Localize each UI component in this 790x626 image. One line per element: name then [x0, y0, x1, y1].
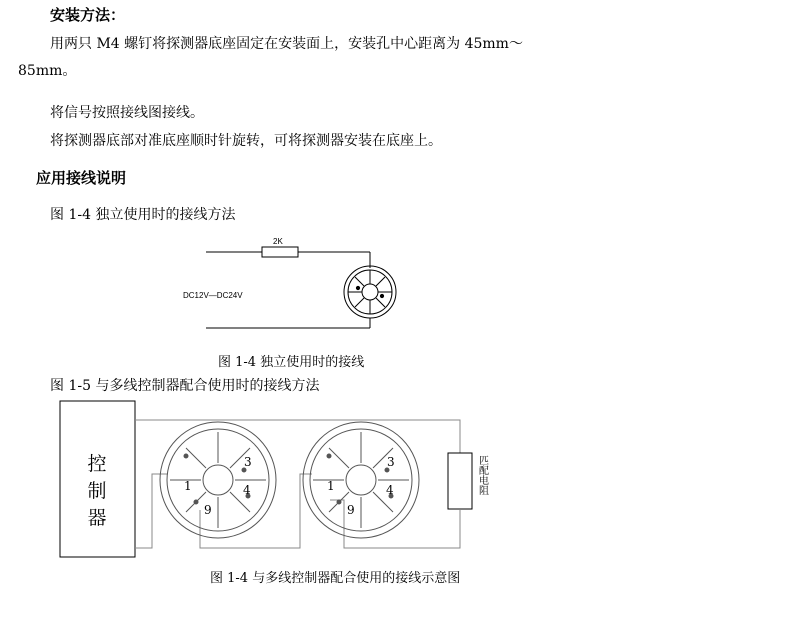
wiring-heading: 应用接线说明 — [36, 169, 127, 187]
fig1-caption: 图 1-4 独立使用时的接线 — [218, 355, 365, 370]
terminal-1-a: 1 — [184, 479, 192, 493]
controller-label-3: 器 — [87, 507, 107, 529]
terminal-3-b: 3 — [387, 455, 395, 469]
controller-label-1: 控 — [87, 453, 107, 475]
terminal-4-a: 4 — [243, 483, 251, 497]
fig2-caption: 图 1-4 与多线控制器配合使用的接线示意图 — [210, 571, 461, 586]
detector-base-3 — [303, 422, 419, 538]
terminal-9-a: 9 — [204, 503, 212, 517]
terminal-9-b: 9 — [347, 503, 355, 517]
fig2-title: 图 1-5 与多线控制器配合使用时的接线方法 — [50, 378, 320, 394]
install-line1-cont: 85mm。 — [18, 63, 77, 79]
terminal-3-a: 3 — [244, 455, 252, 469]
end-resistor-label: 匹配电阻 — [476, 455, 488, 495]
controller-box — [60, 401, 135, 557]
resistor-label: 2K — [273, 237, 283, 246]
install-heading: 安装方法： — [50, 6, 126, 24]
install-line3: 将探测器底部对准底座顺时针旋转，可将探测器安装在底座上。 — [50, 133, 442, 149]
fig1-title: 图 1-4 独立使用时的接线方法 — [50, 207, 236, 223]
terminal-4-b: 4 — [386, 483, 394, 497]
install-line2: 将信号按照接线图接线。 — [50, 105, 204, 121]
end-resistor-box — [448, 453, 472, 509]
supply-label: DC12V—DC24V — [183, 291, 243, 300]
detector-base-2 — [160, 422, 276, 538]
install-line1: 用两只 M4 螺钉将探测器底座固定在安装面上，安装孔中心距离为 45mm～ — [50, 36, 523, 52]
controller-label-2: 制 — [87, 480, 107, 502]
terminal-1-b: 1 — [327, 479, 335, 493]
